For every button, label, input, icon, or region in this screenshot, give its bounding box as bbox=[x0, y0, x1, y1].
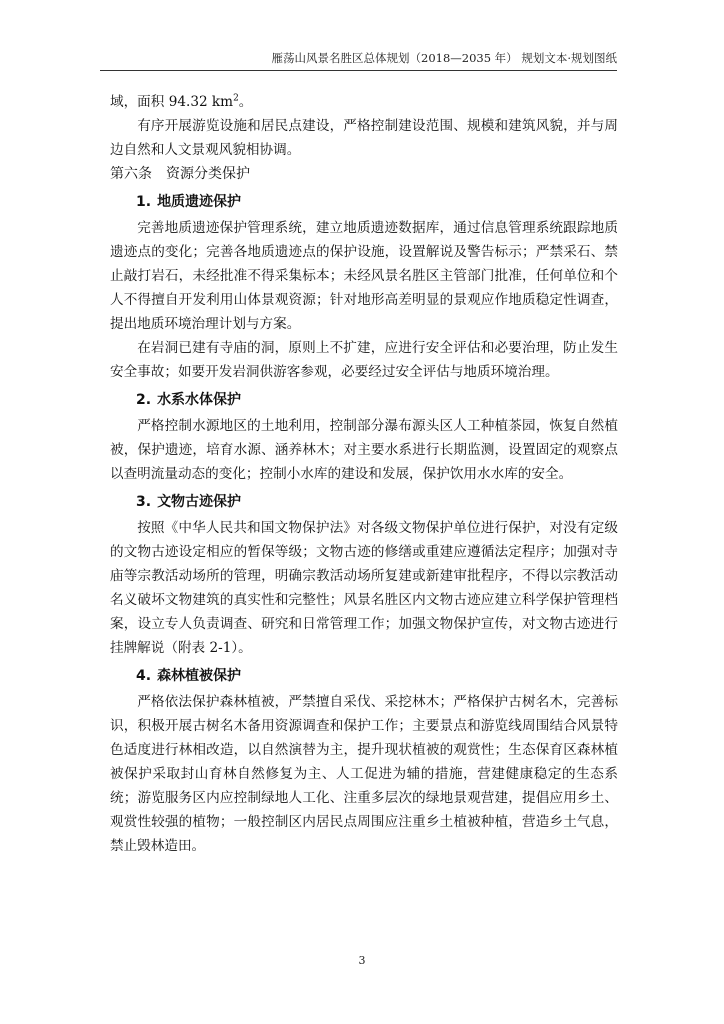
document-body bbox=[110, 90, 618, 858]
section-heading: 4. 森林植被保护 bbox=[136, 668, 242, 684]
section-heading: 2. 水系水体保护 bbox=[136, 392, 242, 408]
page-number: 3 bbox=[358, 954, 366, 967]
section-heritage bbox=[110, 490, 618, 660]
article-title: 资源分类保护 bbox=[166, 166, 250, 182]
article-number: 第六条 bbox=[110, 166, 152, 182]
section-paragraph: 按照《中华人民共和国文物保护法》对各级文物保护单位进行保护，对没有定级的文物古迹设定相应的暂保等级；文物古迹的修缮或重建应遵循法定程序；加强对寺庙等宗教活动场所的管理，明确宗教活动场所复建或新建审批程序，不得以宗教活动名义破坏文物建筑的真实性和完整性；风景名胜区内文物古迹应建立科学保护管理档案，设立专人负责调查、研究和日常管理工作；加强文物保护宣传，对文物古迹进行挂牌解说（附表 2-1）。 bbox=[110, 520, 618, 656]
section-forest bbox=[110, 664, 618, 858]
section-paragraph: 完善地质遗迹保护管理系统，建立地质遗迹数据库，通过信息管理系统跟踪地质遗迹点的变化；完善各地质遗迹点的保护设施，设置解说及警告标示；严禁采石、禁止敲打岩石，未经批准不得采集标本；未经风景名胜区主管部门批准，任何单位和个人不得擅自开发利用山体景观资源；针对地形高差明显的景观应作地质稳定性调查，提出地质环境治理计划与方案。 bbox=[110, 220, 618, 332]
running-header: 雁荡山风景名胜区总体规划（2018—2035 年） 规划文本·规划图纸 bbox=[100, 50, 617, 71]
section-heading: 3. 文物古迹保护 bbox=[136, 494, 242, 510]
section-geology bbox=[110, 190, 618, 384]
section-water bbox=[110, 388, 618, 486]
section-heading: 1. 地质遗迹保护 bbox=[136, 194, 242, 210]
continuation-line: 域，面积 94.32 $km^2$。 bbox=[110, 93, 253, 110]
section-paragraph: 在岩洞已建有寺庙的洞，原则上不扩建，应进行安全评估和必要治理，防止发生安全事故；如要开发岩洞供游客参观，必要经过安全评估与地质环境治理。 bbox=[110, 340, 618, 380]
intro-paragraph: 有序开展游览设施和居民点建设，严格控制建设范围、规模和建筑风貌，并与周边自然和人文景观风貌相协调。 bbox=[110, 118, 618, 158]
section-paragraph: 严格控制水源地区的土地利用，控制部分瀑布源头区人工种植茶园，恢复自然植被，保护遗迹，培育水源、涵养林木；对主要水系进行长期监测，设置固定的观察点以查明流量动态的变化；控制小水库的建设和发展，保护饮用水水库的安全。 bbox=[110, 418, 618, 482]
article-heading bbox=[110, 162, 618, 186]
section-paragraph: 严格依法保护森林植被，严禁擅自采伐、采挖林木；严格保护古树名木，完善标识，积极开展古树名木备用资源调查和保护工作；主要景点和游览线周围结合风景特色适度进行林相改造，以自然演替为主，提升现状植被的观赏性；生态保育区森林植被保护采取封山育林自然修复为主、人工促进为辅的措施，营建健康稳定的生态系统；游览服务区内应控制绿地人工化、注重多层次的绿地景观营建，提倡应用乡土、观赏性较强的植物；一般控制区内居民点周围应注重乡土植被种植，营造乡土气息，禁止毁林造田。 bbox=[110, 694, 618, 854]
